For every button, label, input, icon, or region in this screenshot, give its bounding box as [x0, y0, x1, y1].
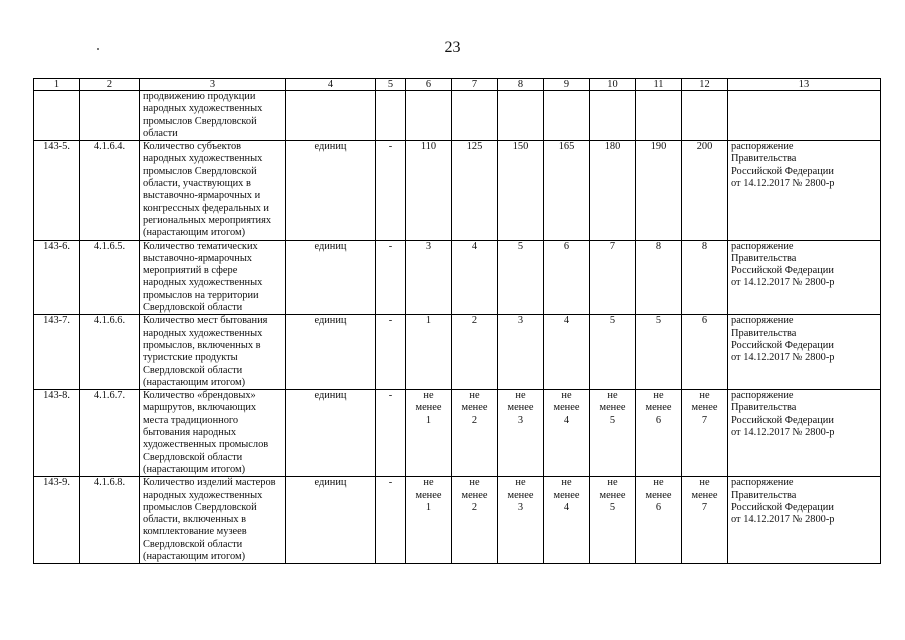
- text-line: Количество субъектов: [143, 141, 242, 153]
- table-row: [34, 141, 881, 240]
- column-header: 11: [636, 79, 682, 91]
- table-row: [34, 315, 881, 390]
- row-number: 143-9.: [34, 477, 80, 564]
- target-value-cell: [636, 315, 682, 390]
- target-value-cell: [498, 141, 544, 240]
- text-line: народных художественных: [143, 277, 263, 289]
- text-line: области: [143, 127, 178, 139]
- target-value-cell: [682, 141, 728, 240]
- column-header: 5: [376, 79, 406, 91]
- unit-cell: единиц: [286, 240, 376, 315]
- cell-empty: [498, 91, 544, 141]
- text-line: менее: [507, 489, 534, 501]
- text-line: Количество мест бытования: [143, 315, 268, 327]
- continuation-row: [34, 91, 881, 141]
- text-line: не: [469, 477, 480, 489]
- cell-empty: [682, 91, 728, 141]
- target-value-cell: [406, 141, 452, 240]
- source-cell: [728, 240, 881, 315]
- text-line: не: [607, 390, 618, 402]
- target-value-cell: [452, 315, 498, 390]
- target-value-cell: [452, 477, 498, 564]
- cell-empty: [34, 91, 80, 141]
- column-header: 6: [406, 79, 452, 91]
- unit-cell: единиц: [286, 141, 376, 240]
- target-value-cell: [682, 315, 728, 390]
- text-line: 3: [517, 315, 524, 327]
- text-line: от 14.12.2017 № 2800-р: [731, 178, 835, 190]
- text-line: народных художественных: [143, 489, 263, 501]
- text-line: распоряжение: [731, 141, 794, 153]
- text-line: 125: [466, 141, 483, 153]
- target-value-cell: [590, 390, 636, 477]
- target-value-cell: [452, 141, 498, 240]
- column-header: 7: [452, 79, 498, 91]
- text-line: 4: [563, 501, 570, 513]
- text-line: (нарастающим итогом): [143, 227, 246, 239]
- text-line: распоряжение: [731, 390, 794, 402]
- target-value-cell: [452, 390, 498, 477]
- text-line: менее: [599, 489, 626, 501]
- text-line: менее: [461, 402, 488, 414]
- text-line: выставочно-ярмарочных: [143, 252, 252, 264]
- text-line: 5: [517, 240, 524, 252]
- row-code: 4.1.6.4.: [80, 141, 140, 240]
- text-line: 5: [609, 414, 616, 426]
- text-line: 8: [701, 240, 708, 252]
- text-line: не: [469, 390, 480, 402]
- cell-empty: [80, 91, 140, 141]
- text-line: не: [653, 477, 664, 489]
- column-header: 9: [544, 79, 590, 91]
- text-line: продвижению продукции: [143, 91, 256, 102]
- source-cell: [728, 141, 881, 240]
- row-number: 143-8.: [34, 390, 80, 477]
- row-code: 4.1.6.8.: [80, 477, 140, 564]
- text-line: распоряжение: [731, 240, 794, 252]
- target-value-cell: [636, 390, 682, 477]
- text-line: Количество изделий мастеров: [143, 477, 276, 489]
- text-line: 8: [655, 240, 662, 252]
- text-line: выставочно-ярмарочных и: [143, 190, 261, 202]
- target-value-cell: [544, 315, 590, 390]
- text-line: менее: [461, 489, 488, 501]
- text-line: 3: [425, 240, 432, 252]
- text-line: промыслов Свердловской: [143, 501, 257, 513]
- text-line: менее: [691, 402, 718, 414]
- page-number: 23: [444, 39, 461, 56]
- cell-empty: [452, 91, 498, 141]
- text-line: 200: [696, 141, 713, 153]
- scan-speck: [97, 48, 99, 50]
- text-line: 1: [425, 414, 432, 426]
- target-value-cell: [636, 141, 682, 240]
- text-line: 5: [655, 315, 662, 327]
- text-line: менее: [553, 489, 580, 501]
- base-value-cell: -: [376, 477, 406, 564]
- text-line: 6: [563, 240, 570, 252]
- indicator-cell: [140, 477, 286, 564]
- text-line: 4: [563, 315, 570, 327]
- text-line: 4: [471, 240, 478, 252]
- table-row: [34, 390, 881, 477]
- text-line: 7: [701, 501, 708, 513]
- text-line: Свердловской области: [143, 538, 243, 550]
- text-line: менее: [507, 402, 534, 414]
- target-value-cell: [406, 240, 452, 315]
- text-line: Свердловской области: [143, 451, 243, 463]
- text-line: мероприятий в сфере: [143, 265, 238, 277]
- cell-empty: [636, 91, 682, 141]
- indicator-cell: [140, 315, 286, 390]
- text-line: 1: [425, 315, 432, 327]
- text-line: менее: [553, 402, 580, 414]
- text-line: не: [561, 477, 572, 489]
- text-line: Количество тематических: [143, 240, 258, 252]
- text-line: 6: [701, 315, 708, 327]
- target-value-cell: [544, 390, 590, 477]
- column-header: 10: [590, 79, 636, 91]
- text-line: не: [515, 390, 526, 402]
- target-value-cell: [636, 240, 682, 315]
- indicator-cell: [140, 141, 286, 240]
- target-value-cell: [498, 240, 544, 315]
- base-value-cell: -: [376, 141, 406, 240]
- indicator-cell: [140, 390, 286, 477]
- target-value-cell: [498, 477, 544, 564]
- text-line: не: [699, 390, 710, 402]
- text-line: комплектование музеев: [143, 526, 247, 538]
- text-line: Правительства: [731, 153, 797, 165]
- cell-empty: [406, 91, 452, 141]
- source-cell: [728, 390, 881, 477]
- source-cell: [728, 477, 881, 564]
- text-line: от 14.12.2017 № 2800-р: [731, 514, 835, 526]
- target-value-cell: [406, 390, 452, 477]
- base-value-cell: -: [376, 390, 406, 477]
- text-line: (нарастающим итогом): [143, 463, 246, 475]
- cell-empty: [728, 91, 881, 141]
- text-line: 6: [655, 501, 662, 513]
- text-line: Российской Федерации: [731, 165, 834, 177]
- text-line: (нарастающим итогом): [143, 550, 246, 562]
- target-value-cell: [590, 141, 636, 240]
- unit-cell: единиц: [286, 315, 376, 390]
- cell-empty: [544, 91, 590, 141]
- text-line: не: [515, 477, 526, 489]
- text-line: менее: [599, 402, 626, 414]
- text-line: художественных промыслов: [143, 439, 269, 451]
- text-line: 2: [471, 501, 478, 513]
- text-line: 7: [701, 414, 708, 426]
- text-line: народных художественных: [143, 153, 263, 165]
- column-header: 12: [682, 79, 728, 91]
- text-line: 5: [609, 501, 616, 513]
- text-line: региональных мероприятиях: [143, 214, 272, 226]
- cell-empty: [590, 91, 636, 141]
- text-line: не: [653, 390, 664, 402]
- text-line: распоряжение: [731, 477, 794, 489]
- text-line: Правительства: [731, 489, 797, 501]
- source-cell: [728, 315, 881, 390]
- text-line: 3: [517, 414, 524, 426]
- text-line: (нарастающим итогом): [143, 376, 246, 388]
- text-line: конгрессных федеральных и: [143, 202, 269, 214]
- column-header: 8: [498, 79, 544, 91]
- target-value-cell: [590, 477, 636, 564]
- text-line: не: [561, 390, 572, 402]
- text-line: не: [607, 477, 618, 489]
- text-line: места традиционного: [143, 414, 239, 426]
- text-line: промыслов, включенных в: [143, 339, 261, 351]
- text-line: 3: [517, 501, 524, 513]
- text-line: промыслов Свердловской: [143, 165, 257, 177]
- text-line: Правительства: [731, 327, 797, 339]
- target-value-cell: [590, 315, 636, 390]
- text-line: от 14.12.2017 № 2800-р: [731, 277, 835, 289]
- text-line: 165: [558, 141, 575, 153]
- table-row: [34, 477, 881, 564]
- text-line: народных художественных: [143, 103, 263, 115]
- text-line: Российской Федерации: [731, 339, 834, 351]
- cell-empty: [286, 91, 376, 141]
- text-line: Российской Федерации: [731, 501, 834, 513]
- text-line: области, участвующих в: [143, 178, 251, 190]
- text-line: от 14.12.2017 № 2800-р: [731, 352, 835, 364]
- text-line: 2: [471, 414, 478, 426]
- row-number: 143-5.: [34, 141, 80, 240]
- text-line: маршрутов, включающих: [143, 402, 257, 414]
- column-header: 2: [80, 79, 140, 91]
- text-line: Правительства: [731, 252, 797, 264]
- target-value-cell: [406, 315, 452, 390]
- text-line: от 14.12.2017 № 2800-р: [731, 427, 835, 439]
- text-line: 7: [609, 240, 616, 252]
- text-line: 150: [512, 141, 529, 153]
- target-value-cell: [544, 141, 590, 240]
- text-line: бытования народных: [143, 427, 237, 439]
- indicators-table: [33, 78, 881, 564]
- target-value-cell: [682, 240, 728, 315]
- text-line: не: [423, 390, 434, 402]
- target-value-cell: [636, 477, 682, 564]
- text-line: 110: [420, 141, 437, 153]
- text-line: 4: [563, 414, 570, 426]
- text-line: распоряжение: [731, 315, 794, 327]
- text-line: Свердловской области: [143, 302, 243, 314]
- target-value-cell: [682, 390, 728, 477]
- text-line: менее: [415, 489, 442, 501]
- text-line: менее: [645, 402, 672, 414]
- text-line: Российской Федерации: [731, 265, 834, 277]
- target-value-cell: [590, 240, 636, 315]
- unit-cell: единиц: [286, 390, 376, 477]
- text-line: не: [699, 477, 710, 489]
- text-line: 5: [609, 315, 616, 327]
- row-number: 143-7.: [34, 315, 80, 390]
- text-line: Российской Федерации: [731, 414, 834, 426]
- text-line: менее: [691, 489, 718, 501]
- text-line: Количество «брендовых»: [143, 390, 256, 402]
- column-header: 3: [140, 79, 286, 91]
- text-line: промыслов на территории: [143, 289, 259, 301]
- target-value-cell: [406, 477, 452, 564]
- text-line: 6: [655, 414, 662, 426]
- text-line: туристские продукты: [143, 352, 238, 364]
- text-line: Правительства: [731, 402, 797, 414]
- row-code: 4.1.6.6.: [80, 315, 140, 390]
- text-line: 180: [604, 141, 621, 153]
- text-line: Свердловской области: [143, 364, 243, 376]
- text-line: области, включенных в: [143, 514, 247, 526]
- row-code: 4.1.6.7.: [80, 390, 140, 477]
- unit-cell: единиц: [286, 477, 376, 564]
- target-value-cell: [498, 390, 544, 477]
- text-line: 2: [471, 315, 478, 327]
- indicator-cell: [140, 91, 286, 141]
- text-line: 1: [425, 501, 432, 513]
- text-line: промыслов Свердловской: [143, 115, 257, 127]
- text-line: не: [423, 477, 434, 489]
- target-value-cell: [544, 240, 590, 315]
- text-line: менее: [645, 489, 672, 501]
- target-value-cell: [498, 315, 544, 390]
- row-number: 143-6.: [34, 240, 80, 315]
- column-header: 13: [728, 79, 881, 91]
- target-value-cell: [682, 477, 728, 564]
- column-header: 1: [34, 79, 80, 91]
- target-value-cell: [452, 240, 498, 315]
- text-line: менее: [415, 402, 442, 414]
- text-line: народных художественных: [143, 327, 263, 339]
- table-row: [34, 240, 881, 315]
- row-code: 4.1.6.5.: [80, 240, 140, 315]
- base-value-cell: -: [376, 240, 406, 315]
- column-header: 4: [286, 79, 376, 91]
- indicator-cell: [140, 240, 286, 315]
- cell-empty: [376, 91, 406, 141]
- header-row: [34, 79, 881, 91]
- text-line: 190: [650, 141, 667, 153]
- base-value-cell: -: [376, 315, 406, 390]
- target-value-cell: [544, 477, 590, 564]
